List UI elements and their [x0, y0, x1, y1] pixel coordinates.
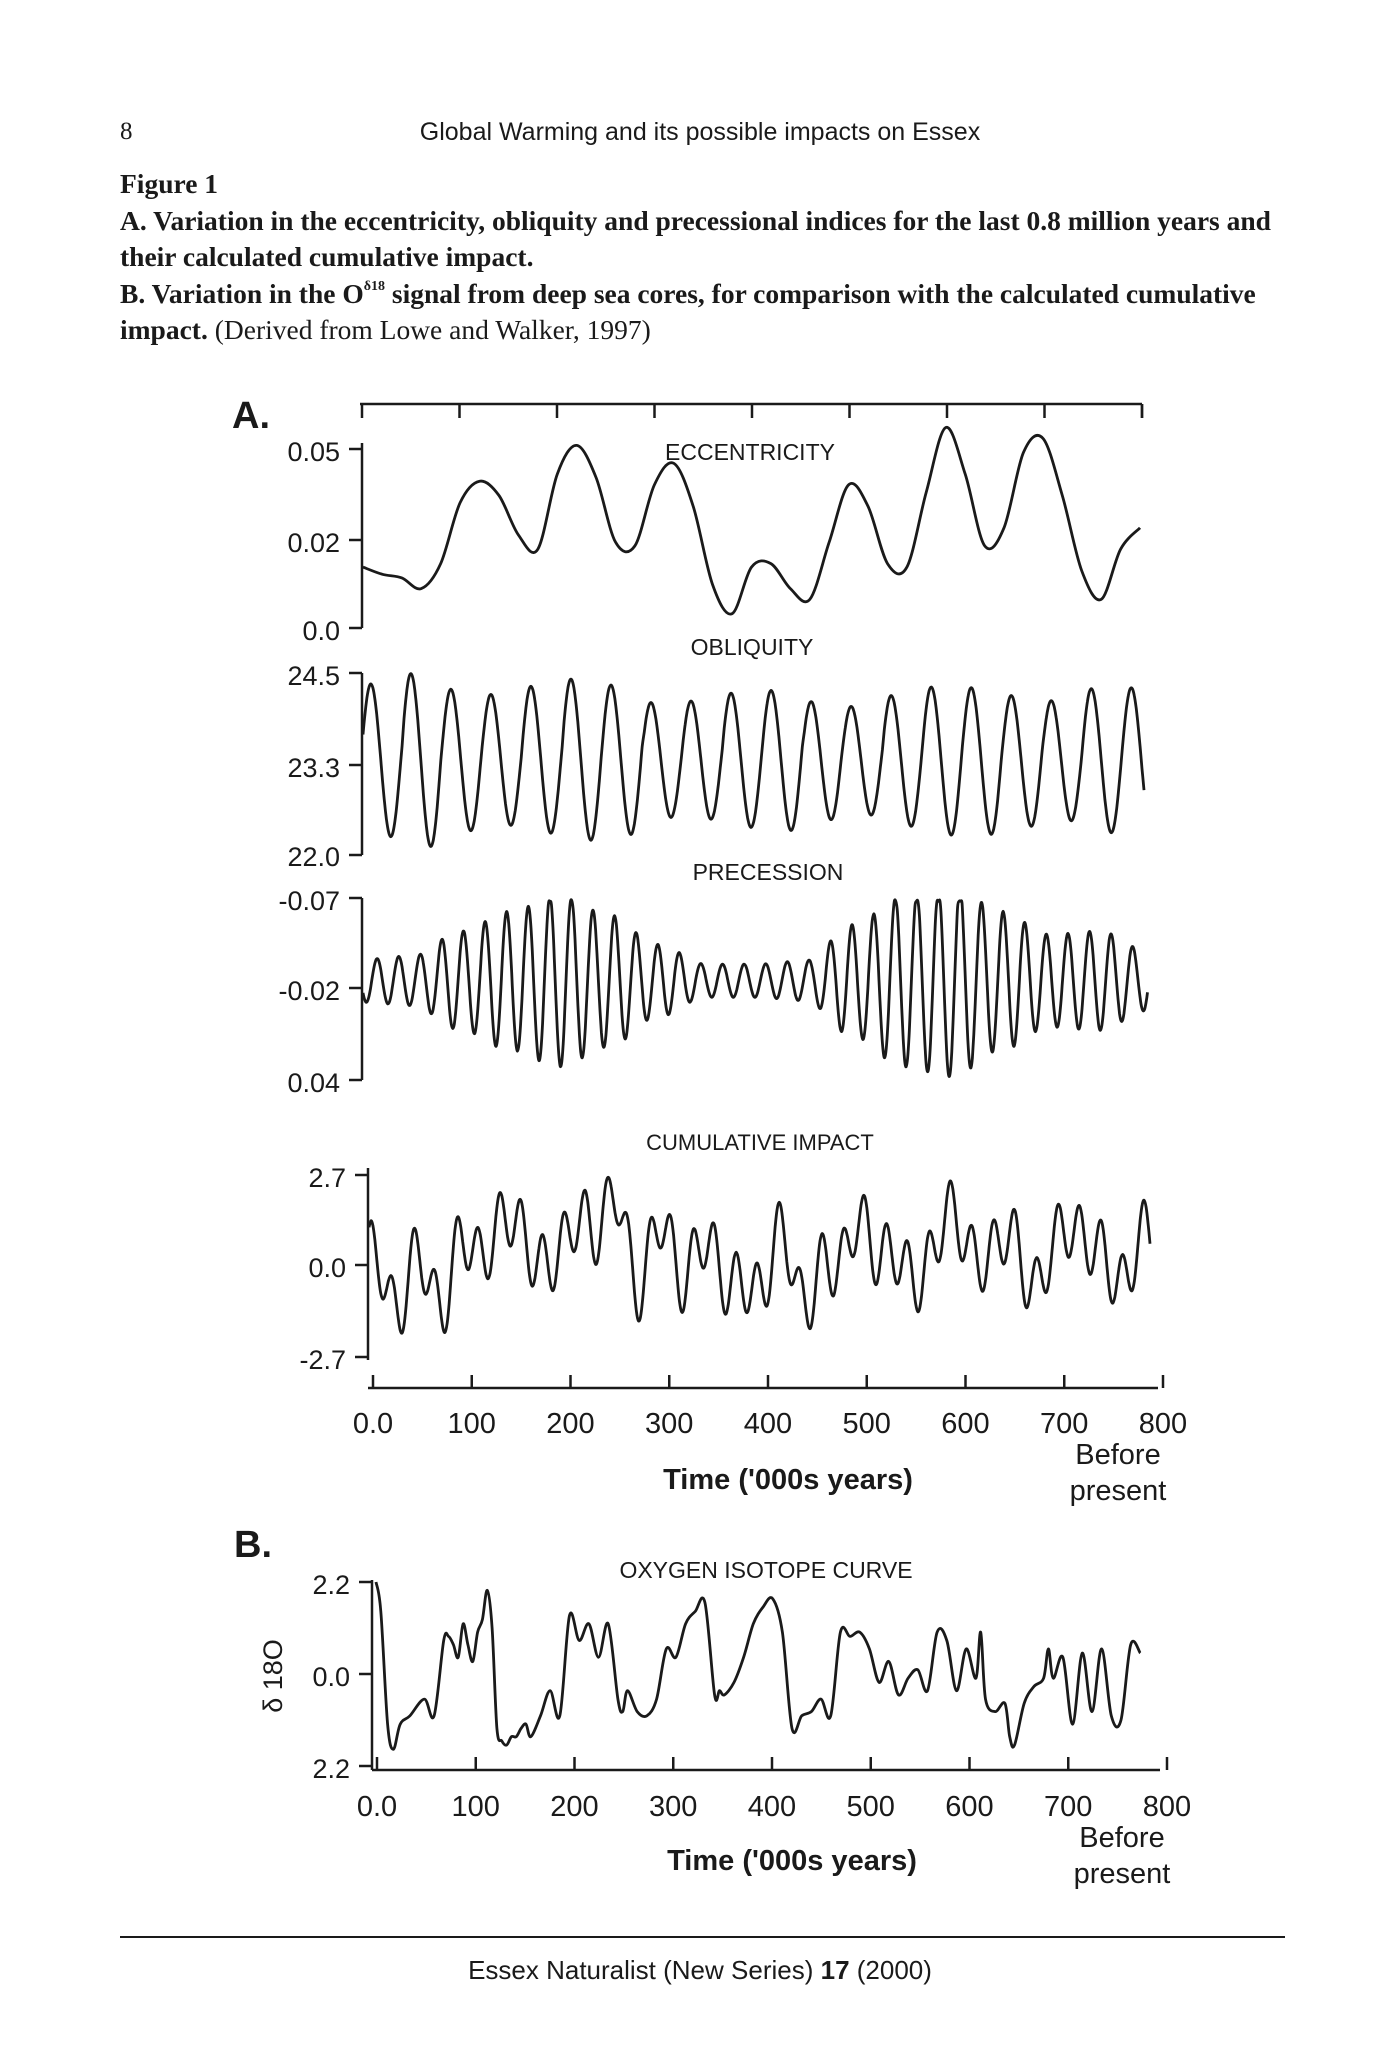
- before-label: Before: [1075, 1439, 1161, 1471]
- journal-name: Essex Naturalist (New Series): [468, 1955, 814, 1985]
- x-tick-label: 700: [1044, 1791, 1093, 1823]
- y-tick-label: 0.0: [308, 1253, 346, 1283]
- footer: [0, 1955, 1400, 1986]
- present-label: present: [1073, 1858, 1171, 1890]
- y-tick-label: 0.0: [302, 616, 340, 646]
- x-tick-label: 800: [1142, 1791, 1192, 1823]
- caption-part-a: A. Variation in the eccentricity, obliquity and precessional indices for the last 0.8 million years and their calculated cumulative impact.: [120, 204, 1271, 272]
- x-tick-label: 0.0: [356, 1791, 398, 1823]
- present-label: present: [1069, 1475, 1167, 1507]
- cumulative-impact-line: [369, 1177, 1150, 1333]
- oxygen-isotope-line: [376, 1582, 1140, 1749]
- panel-b-label: B.: [234, 1524, 272, 1566]
- cumulative-title: CUMULATIVE IMPACT: [646, 1130, 874, 1155]
- precession-title: PRECESSION: [692, 859, 844, 885]
- caption-superscript: δ18: [363, 278, 386, 294]
- x-tick-label: 300: [645, 1408, 694, 1440]
- footer-rule: [120, 1936, 1285, 1938]
- cumulative-impact-panel: [299, 1130, 1187, 1507]
- cumulative-x-label: Time ('000s years): [663, 1464, 913, 1496]
- caption-part-b-end: signal from deep sea cores, for comparison with the calculated cumulative impact.: [120, 277, 1256, 345]
- y-tick-label: 2.2: [312, 1570, 350, 1600]
- eccentricity-panel: [287, 427, 1140, 646]
- precession-line: [363, 900, 1148, 1077]
- cumulative-x-ticks: [353, 1375, 1187, 1440]
- obliquity-title: OBLIQUITY: [690, 634, 814, 660]
- x-tick-label: 100: [447, 1408, 496, 1440]
- page-number: 8: [120, 118, 133, 145]
- y-tick-label: 0.04: [287, 1068, 340, 1098]
- y-tick-label: 0.05: [287, 437, 340, 467]
- y-tick-label: -0.07: [278, 886, 340, 916]
- x-tick-label: 500: [842, 1408, 891, 1440]
- y-tick-label: -2.7: [299, 1345, 346, 1375]
- y-tick-label: 22.0: [287, 842, 340, 872]
- y-tick-label: 23.3: [287, 753, 340, 783]
- journal-volume: 17: [820, 1955, 850, 1985]
- y-tick-label: -0.02: [278, 976, 340, 1006]
- x-tick-label: 0.0: [352, 1408, 394, 1440]
- oxygen-isotope-panel: [258, 1557, 1191, 1890]
- figure-label: Figure 1: [120, 168, 219, 199]
- x-tick-label: 600: [945, 1791, 994, 1823]
- before-label: Before: [1079, 1822, 1165, 1854]
- x-tick-label: 100: [451, 1791, 500, 1823]
- x-tick-label: 400: [743, 1408, 793, 1440]
- eccentricity-title: ECCENTRICITY: [665, 439, 835, 465]
- x-tick-label: 600: [941, 1408, 990, 1440]
- top-axis: [360, 404, 1142, 418]
- x-tick-label: 500: [846, 1791, 895, 1823]
- x-tick-label: 200: [550, 1791, 599, 1823]
- oxygen-y-label: δ 18O: [258, 1639, 288, 1713]
- y-tick-label: 0.0: [312, 1662, 350, 1692]
- x-tick-label: 800: [1138, 1408, 1188, 1440]
- oxygen-x-ticks: [357, 1757, 1191, 1823]
- obliquity-panel: [287, 634, 1144, 872]
- caption-source: (Derived from Lowe and Walker, 1997): [214, 314, 651, 345]
- running-title: Global Warming and its possible impacts on Essex: [419, 118, 981, 146]
- precession-panel: [278, 859, 1147, 1098]
- y-tick-label: 2.7: [308, 1163, 346, 1193]
- journal-year: (2000): [856, 1955, 932, 1985]
- oxygen-title: OXYGEN ISOTOPE CURVE: [619, 1557, 913, 1583]
- y-tick-label: 24.5: [287, 661, 340, 691]
- obliquity-line: [363, 674, 1144, 847]
- caption-part-b-start: B. Variation in the O: [120, 277, 364, 309]
- y-tick-label: 0.02: [287, 528, 340, 558]
- x-tick-label: 400: [747, 1791, 797, 1823]
- panel-a-label: A.: [232, 395, 270, 437]
- x-tick-label: 200: [546, 1408, 595, 1440]
- oxygen-x-label: Time ('000s years): [667, 1845, 917, 1877]
- y-tick-label: 2.2: [312, 1754, 350, 1784]
- x-tick-label: 300: [649, 1791, 698, 1823]
- x-tick-label: 700: [1040, 1408, 1089, 1440]
